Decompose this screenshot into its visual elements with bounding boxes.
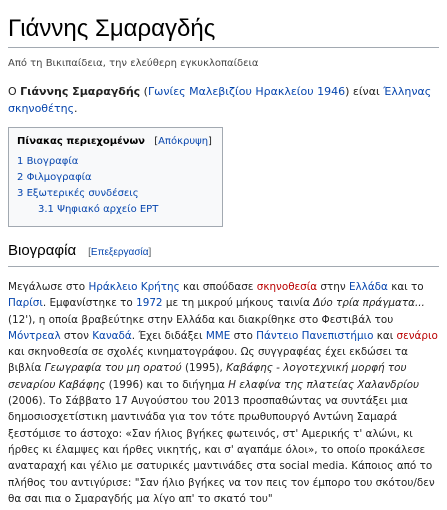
bio-text: με τη μικρού μήκους ταινία (162, 297, 314, 310)
lead-text: ) είναι (345, 85, 384, 98)
book-title: Η ελαφίνα της πλατείας Χαλανδρίου (228, 378, 419, 391)
link-screenplay[interactable]: σενάριο (396, 329, 438, 342)
bracket: [ (88, 247, 91, 258)
page-title: Γιάννης Σμαραγδής (8, 0, 439, 48)
bio-text: στην (317, 281, 349, 293)
birthplace-link[interactable]: Γωνίες Μαλεβιζίου Ηρακλείου (147, 85, 314, 98)
book-title: Γεωγραφία του μη ορατού (44, 362, 182, 375)
toc-label: Εξωτερικές συνδέσεις (26, 188, 139, 199)
link-panteion[interactable]: Πάντειο Πανεπιστήμιο (256, 329, 374, 342)
book-title: Καβάφης - λογοτεχνική μορφή του σεναρίου Καβάφης (8, 362, 407, 391)
bio-text: . Έχει διδάξει (131, 329, 206, 342)
bio-text: (1995), (181, 362, 227, 375)
toc-toggle (154, 136, 212, 147)
bracket: [ (154, 136, 159, 147)
toc-label: Βιογραφία (26, 156, 79, 167)
bracket: ] (148, 247, 152, 258)
biography-paragraph (8, 279, 439, 507)
lead-text: . (74, 102, 78, 115)
toc-title: Πίνακας περιεχομένων (17, 136, 145, 147)
toc-item-biography[interactable] (17, 154, 212, 170)
nationality-link[interactable]: Έλληνας (383, 85, 432, 98)
link-greece[interactable]: Ελλάδα (348, 281, 388, 293)
bio-text: και το (387, 281, 424, 293)
lead-paragraph (8, 83, 439, 117)
bio-text: (12'), η οποία βραβεύτηκε στην Ελλάδα και διακρίθηκε στο Φεστιβάλ του (8, 313, 394, 326)
toc-number: 1 (17, 156, 24, 167)
table-of-contents (8, 127, 223, 227)
toc-number: 3.1 (38, 204, 54, 215)
section-edit (88, 247, 151, 258)
bio-text: (1996) και το διήγημα (105, 378, 229, 391)
birthyear-link[interactable]: 1946 (317, 85, 346, 98)
edit-section-link[interactable]: Επεξεργασία (90, 247, 149, 258)
subject-name: Γιάννης Σμαραγδής (20, 85, 141, 98)
bio-text: και σπούδασε (179, 281, 257, 293)
lead-text: ( (140, 85, 148, 98)
link-paris[interactable]: Παρίσι (8, 297, 43, 310)
toc-number: 3 (17, 188, 24, 199)
toc-item-external-links[interactable] (17, 186, 212, 202)
profession-link[interactable]: σκηνοθέτης (8, 102, 75, 115)
section-title: Βιογραφία (8, 242, 77, 259)
bracket: ] (208, 136, 212, 147)
toc-label: Φιλμογραφία (26, 172, 92, 183)
section-heading-biography (8, 241, 439, 267)
bio-text: . Εμφανίστηκε το (42, 297, 137, 310)
toc-item-ert-archive[interactable] (17, 202, 212, 218)
toc-item-filmography[interactable] (17, 170, 212, 186)
toc-number: 2 (17, 172, 24, 183)
link-1972[interactable]: 1972 (136, 297, 163, 310)
bio-text: και (373, 329, 397, 342)
link-heraklion[interactable]: Ηράκλειο Κρήτης (88, 281, 180, 293)
toc-hide-link[interactable]: Απόκρυψη (158, 136, 209, 147)
bio-text: (2006). Το Σάββατο 17 Αυγούστου του 2013 προσπαθώντας να συντάξει μια δημοσιοσχετίστικη μαντινάδα για τον τότε πρωθυπουργό Αντώνη Σαμαρά ξεστόμισε το άστοχο: «Σαν ήλιος βγήκες φωτεινός, στ' Αμερικής τ' αλώνι, κι ήρθες κι έλαμψες και ήρθες νικητής, και σ' αγαπάμε όλοι», το οποίο προκάλεσε αναταραχή και γέλιο με σατυρικές μαντινάδες στα social media. Κάποιος από το πλήθος του αντιγύρισε: "Σαν ήλιο βγήκες να τον πεις τον έμπορο του σκότου/δεν θα σαι πια ο Σμαραγδής μα λίγο απ' το σκατό του" (8, 395, 435, 505)
site-tagline: Από τη Βικιπαίδεια, την ελεύθερη εγκυκλοπαίδεια (8, 58, 259, 69)
bio-text: στον (60, 329, 93, 342)
toc-list (17, 154, 212, 218)
toc-label: Ψηφιακό αρχείο ΕΡΤ (57, 204, 159, 215)
link-mme[interactable]: ΜΜΕ (205, 329, 231, 342)
lead-text: Ο (8, 85, 21, 98)
link-canada[interactable]: Καναδά (92, 329, 132, 342)
link-montreal[interactable]: Μόντρεαλ (8, 329, 61, 342)
bio-text: Μεγάλωσε στο (8, 281, 89, 293)
link-directing[interactable]: σκηνοθεσία (256, 281, 318, 293)
toc-header (17, 134, 212, 150)
bio-text: και σκηνοθεσία σε σχολές κινηματογράφου. Ως συγγραφέας έχει εκδώσει τα βιβλία (8, 346, 408, 375)
bio-text: στο (230, 329, 257, 342)
film-title: Δύο τρία πράγματα... (313, 297, 425, 310)
